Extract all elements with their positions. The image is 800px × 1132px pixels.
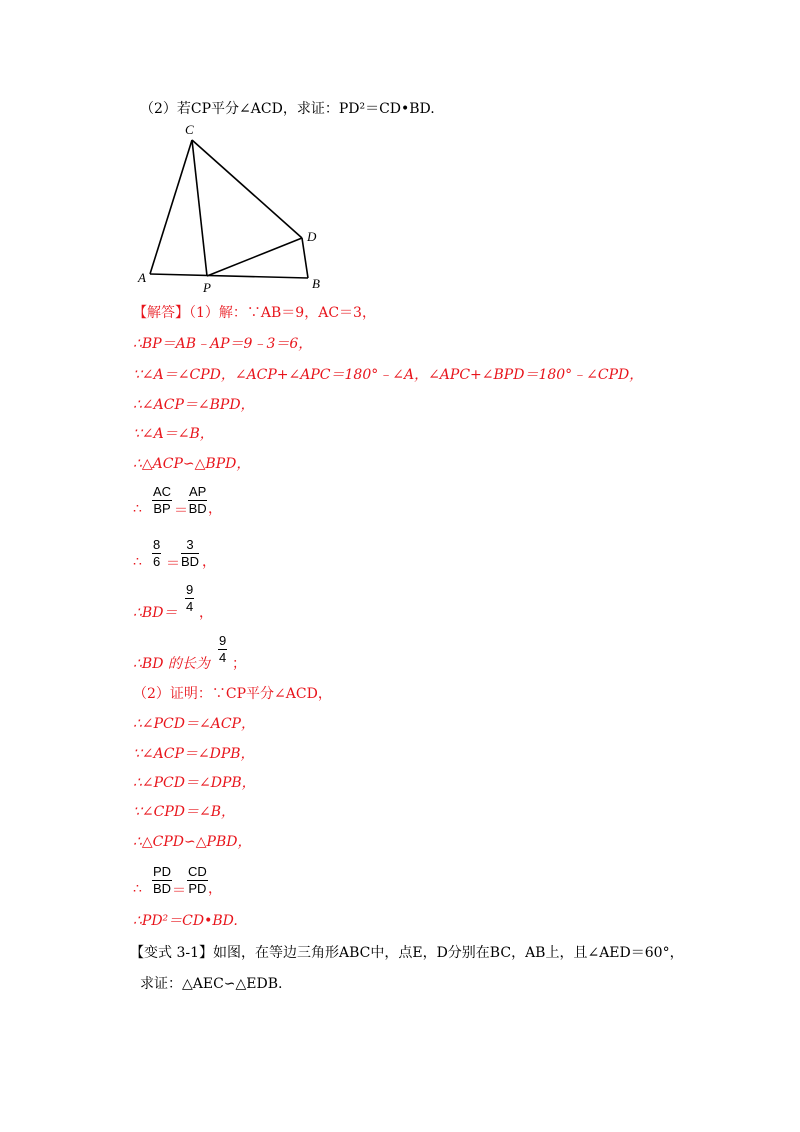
frac1-suffix: ， [208, 501, 222, 517]
label-b: B [312, 276, 320, 291]
answer-line-1: 【解答】（1）解：∵AB＝9，AC＝3， [133, 305, 376, 321]
proof-line-6: ∴△CPD∽△PBD， [133, 834, 252, 850]
frac2-left: $\frac{8}{6}$ [153, 537, 161, 569]
proof-line-4: ∴∠PCD＝∠DPB， [133, 775, 256, 791]
frac4-value: $\frac{9}{4}$ [219, 633, 227, 665]
answer-line-5: ∵∠A＝∠B， [133, 426, 214, 442]
frac5-right: $\frac{CD}{PD}$ [188, 864, 207, 896]
geometry-figure [130, 120, 350, 300]
frac1-right: $\frac{AP}{BD}$ [188, 484, 207, 516]
frac2-right: $\frac{3}{BD}$ [181, 537, 200, 569]
label-p: P [203, 280, 211, 295]
frac2-eq: ＝ [166, 555, 180, 571]
variant-line-2: 求证：△AEC∽△EDB. [140, 976, 283, 992]
label-c: C [185, 122, 194, 137]
frac1-eq: ＝ [174, 502, 188, 518]
frac5-prefix: ∴ [133, 881, 142, 897]
proof-line-5: ∵∠CPD＝∠B， [133, 804, 236, 820]
frac3-prefix: ∴BD＝ [133, 605, 178, 621]
frac4-prefix: ∴BD 的长为 [133, 656, 210, 672]
frac3-value: $\frac{9}{4}$ [186, 582, 194, 614]
proof-line-2: ∴∠PCD＝∠ACP， [133, 716, 255, 732]
frac2-prefix: ∴ [133, 554, 142, 570]
frac5-suffix: ， [208, 881, 222, 897]
problem-part2: （2）若CP平分∠ACD，求证：PD²＝CD•BD. [140, 101, 435, 117]
answer-line-2: ∴BP＝AB﹣AP＝9﹣3＝6， [133, 336, 313, 352]
frac1-prefix: ∴ [133, 501, 142, 517]
label-a: A [138, 270, 146, 285]
frac5-eq: ＝ [172, 882, 186, 898]
proof-conclusion: ∴PD²＝CD•BD. [133, 913, 238, 929]
proof-line-1: （2）证明：∵CP平分∠ACD， [133, 686, 332, 702]
label-d: D [307, 229, 317, 244]
answer-line-3: ∵∠A＝∠CPD，∠ACP+∠APC＝180°﹣∠A，∠APC+∠BPD＝180°﹣∠CPD， [133, 367, 644, 383]
frac4-suffix: ； [232, 656, 246, 672]
frac1-left: $\frac{AC}{BP}$ [153, 484, 172, 516]
frac3-suffix: ， [199, 605, 213, 621]
frac2-suffix: ， [202, 554, 216, 570]
answer-line-4: ∴∠ACP＝∠BPD， [133, 397, 255, 413]
frac5-left: $\frac{PD}{BD}$ [153, 864, 172, 896]
variant-line-1: 【变式 3-1】如图，在等边三角形ABC中，点E，D分别在BC，AB上，且∠AED＝60°， [130, 945, 684, 961]
answer-line-6: ∴△ACP∽△BPD， [133, 456, 251, 472]
proof-line-3: ∵∠ACP＝∠DPB， [133, 746, 255, 762]
